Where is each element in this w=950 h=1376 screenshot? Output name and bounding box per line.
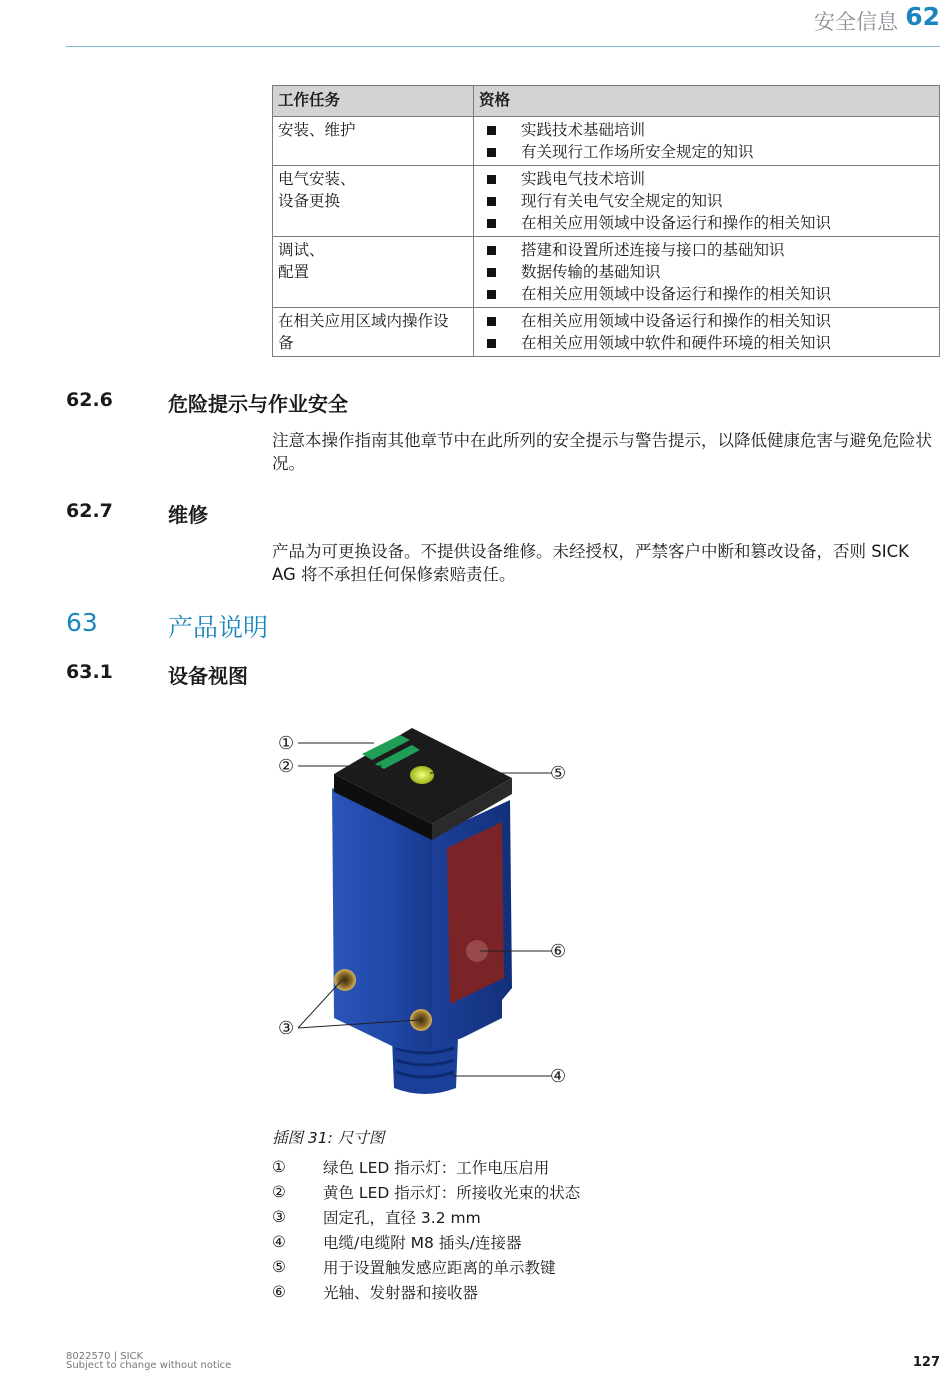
callout-label: ⑥: [550, 941, 567, 962]
table-header-task: 工作任务: [273, 86, 474, 117]
legend-text: 用于设置触发感应距离的单示教键: [323, 1258, 556, 1277]
qualification-cell: [474, 166, 940, 237]
bullet-text: 实践技术基础培训: [521, 121, 646, 139]
callout-label: ③: [278, 1018, 295, 1039]
bullet-text: 在相关应用领域中软件和硬件环境的相关知识: [521, 334, 832, 352]
qualification-cell: [474, 237, 940, 308]
section-text: 注意本操作指南其他章节中在此所列的安全提示与警告提示，以降低健康危害与避免危险状况。: [272, 431, 932, 473]
legend-item: [272, 1204, 580, 1229]
bullet-icon: [487, 219, 496, 228]
bullet-item: [479, 168, 934, 190]
bullet-icon: [487, 317, 496, 326]
bullet-text: 在相关应用领域中设备运行和操作的相关知识: [521, 214, 832, 232]
legend-item: [272, 1154, 580, 1179]
figure-legend: [272, 1154, 580, 1304]
qualification-cell: [474, 308, 940, 357]
table-header-qualification: 资格: [474, 86, 940, 117]
bullet-text: 数据传输的基础知识: [521, 263, 661, 281]
figure-caption: 插图 31: 尺寸图: [272, 1129, 385, 1147]
header-chapter-number: 62: [905, 2, 940, 31]
table-row: [273, 166, 940, 237]
bullet-icon: [487, 197, 496, 206]
legend-text: 黄色 LED 指示灯：所接收光束的状态: [323, 1183, 581, 1202]
legend-text: 固定孔，直径 3.2 mm: [323, 1208, 481, 1227]
callout-label: ⑤: [550, 763, 567, 784]
legend-text: 绿色 LED 指示灯：工作电压启用: [323, 1158, 550, 1177]
task-cell: 调试、 配置: [273, 237, 474, 308]
table-row: [273, 308, 940, 357]
legend-item: [272, 1254, 580, 1279]
header-title: 安全信息: [814, 10, 898, 34]
bullet-item: [479, 310, 934, 332]
qualification-table: [272, 85, 940, 357]
device-figure: [262, 718, 602, 1122]
legend-item: [272, 1229, 580, 1254]
legend-text: 光轴、发射器和接收器: [323, 1283, 479, 1302]
optics-window: [447, 822, 504, 1004]
table-header-row: [273, 86, 940, 117]
bullet-text: 在相关应用领域中设备运行和操作的相关知识: [521, 285, 832, 303]
bullet-item: [479, 190, 934, 212]
legend-item: [272, 1279, 580, 1304]
header-rule: [66, 46, 940, 47]
legend-number: ③: [272, 1207, 286, 1226]
page-number: 127: [912, 1355, 940, 1370]
table-row: [273, 117, 940, 166]
mounting-hole: [334, 969, 356, 991]
sensor-illustration: [262, 718, 602, 1118]
bullet-item: [479, 119, 934, 141]
footer-notice: Subject to change without notice: [66, 1360, 232, 1371]
callout-label: ②: [278, 756, 295, 777]
task-cell: 电气安装、 设备更换: [273, 166, 474, 237]
section-number: 62.7: [66, 500, 113, 522]
bullet-item: [479, 141, 934, 163]
bullet-icon: [487, 126, 496, 135]
task-cell: 在相关应用区域内操作设 备: [273, 308, 474, 357]
bullet-text: 实践电气技术培训: [521, 170, 646, 188]
bullet-text: 在相关应用领域中设备运行和操作的相关知识: [521, 312, 832, 330]
legend-item: [272, 1179, 580, 1204]
bullet-icon: [487, 268, 496, 277]
bullet-item: [479, 239, 934, 261]
legend-number: ①: [272, 1157, 286, 1176]
legend-number: ②: [272, 1182, 286, 1201]
legend-number: ⑤: [272, 1257, 286, 1276]
section-title: 设备视图: [168, 664, 248, 688]
footer-doc: 8022570 | SICK: [66, 1351, 144, 1362]
bullet-icon: [487, 290, 496, 299]
chapter-title: 产品说明: [168, 613, 269, 642]
legend-number: ④: [272, 1232, 286, 1251]
section-title: 危险提示与作业安全: [168, 392, 348, 416]
section-number: 62.6: [66, 389, 113, 411]
section-number: 63.1: [66, 661, 113, 683]
bullet-item: [479, 332, 934, 354]
section-text: 产品为可更换设备。不提供设备维修。未经授权，严禁客户中断和篡改设备，否则 SICK AG 将不承担任何保修索赔责任。: [272, 542, 909, 584]
bullet-icon: [487, 339, 496, 348]
bullet-text: 搭建和设置所述连接与接口的基础知识: [521, 241, 785, 259]
section-title: 维修: [168, 503, 208, 527]
bullet-text: 现行有关电气安全规定的知识: [521, 192, 723, 210]
bullet-item: [479, 283, 934, 305]
bullet-item: [479, 261, 934, 283]
legend-number: ⑥: [272, 1282, 286, 1301]
bullet-icon: [487, 175, 496, 184]
callout-label: ④: [550, 1066, 567, 1087]
bullet-item: [479, 212, 934, 234]
bullet-icon: [487, 148, 496, 157]
qualification-cell: [474, 117, 940, 166]
chapter-number: 63: [66, 608, 98, 637]
yellow-led: [410, 766, 434, 784]
task-cell: 安装、维护: [273, 117, 474, 166]
callout-label: ①: [278, 733, 295, 754]
legend-text: 电缆/电缆附 M8 插头/连接器: [323, 1233, 522, 1252]
footer-doc-info: [66, 1352, 231, 1370]
bullet-text: 有关现行工作场所安全规定的知识: [521, 143, 754, 161]
bullet-icon: [487, 246, 496, 255]
table-row: [273, 237, 940, 308]
